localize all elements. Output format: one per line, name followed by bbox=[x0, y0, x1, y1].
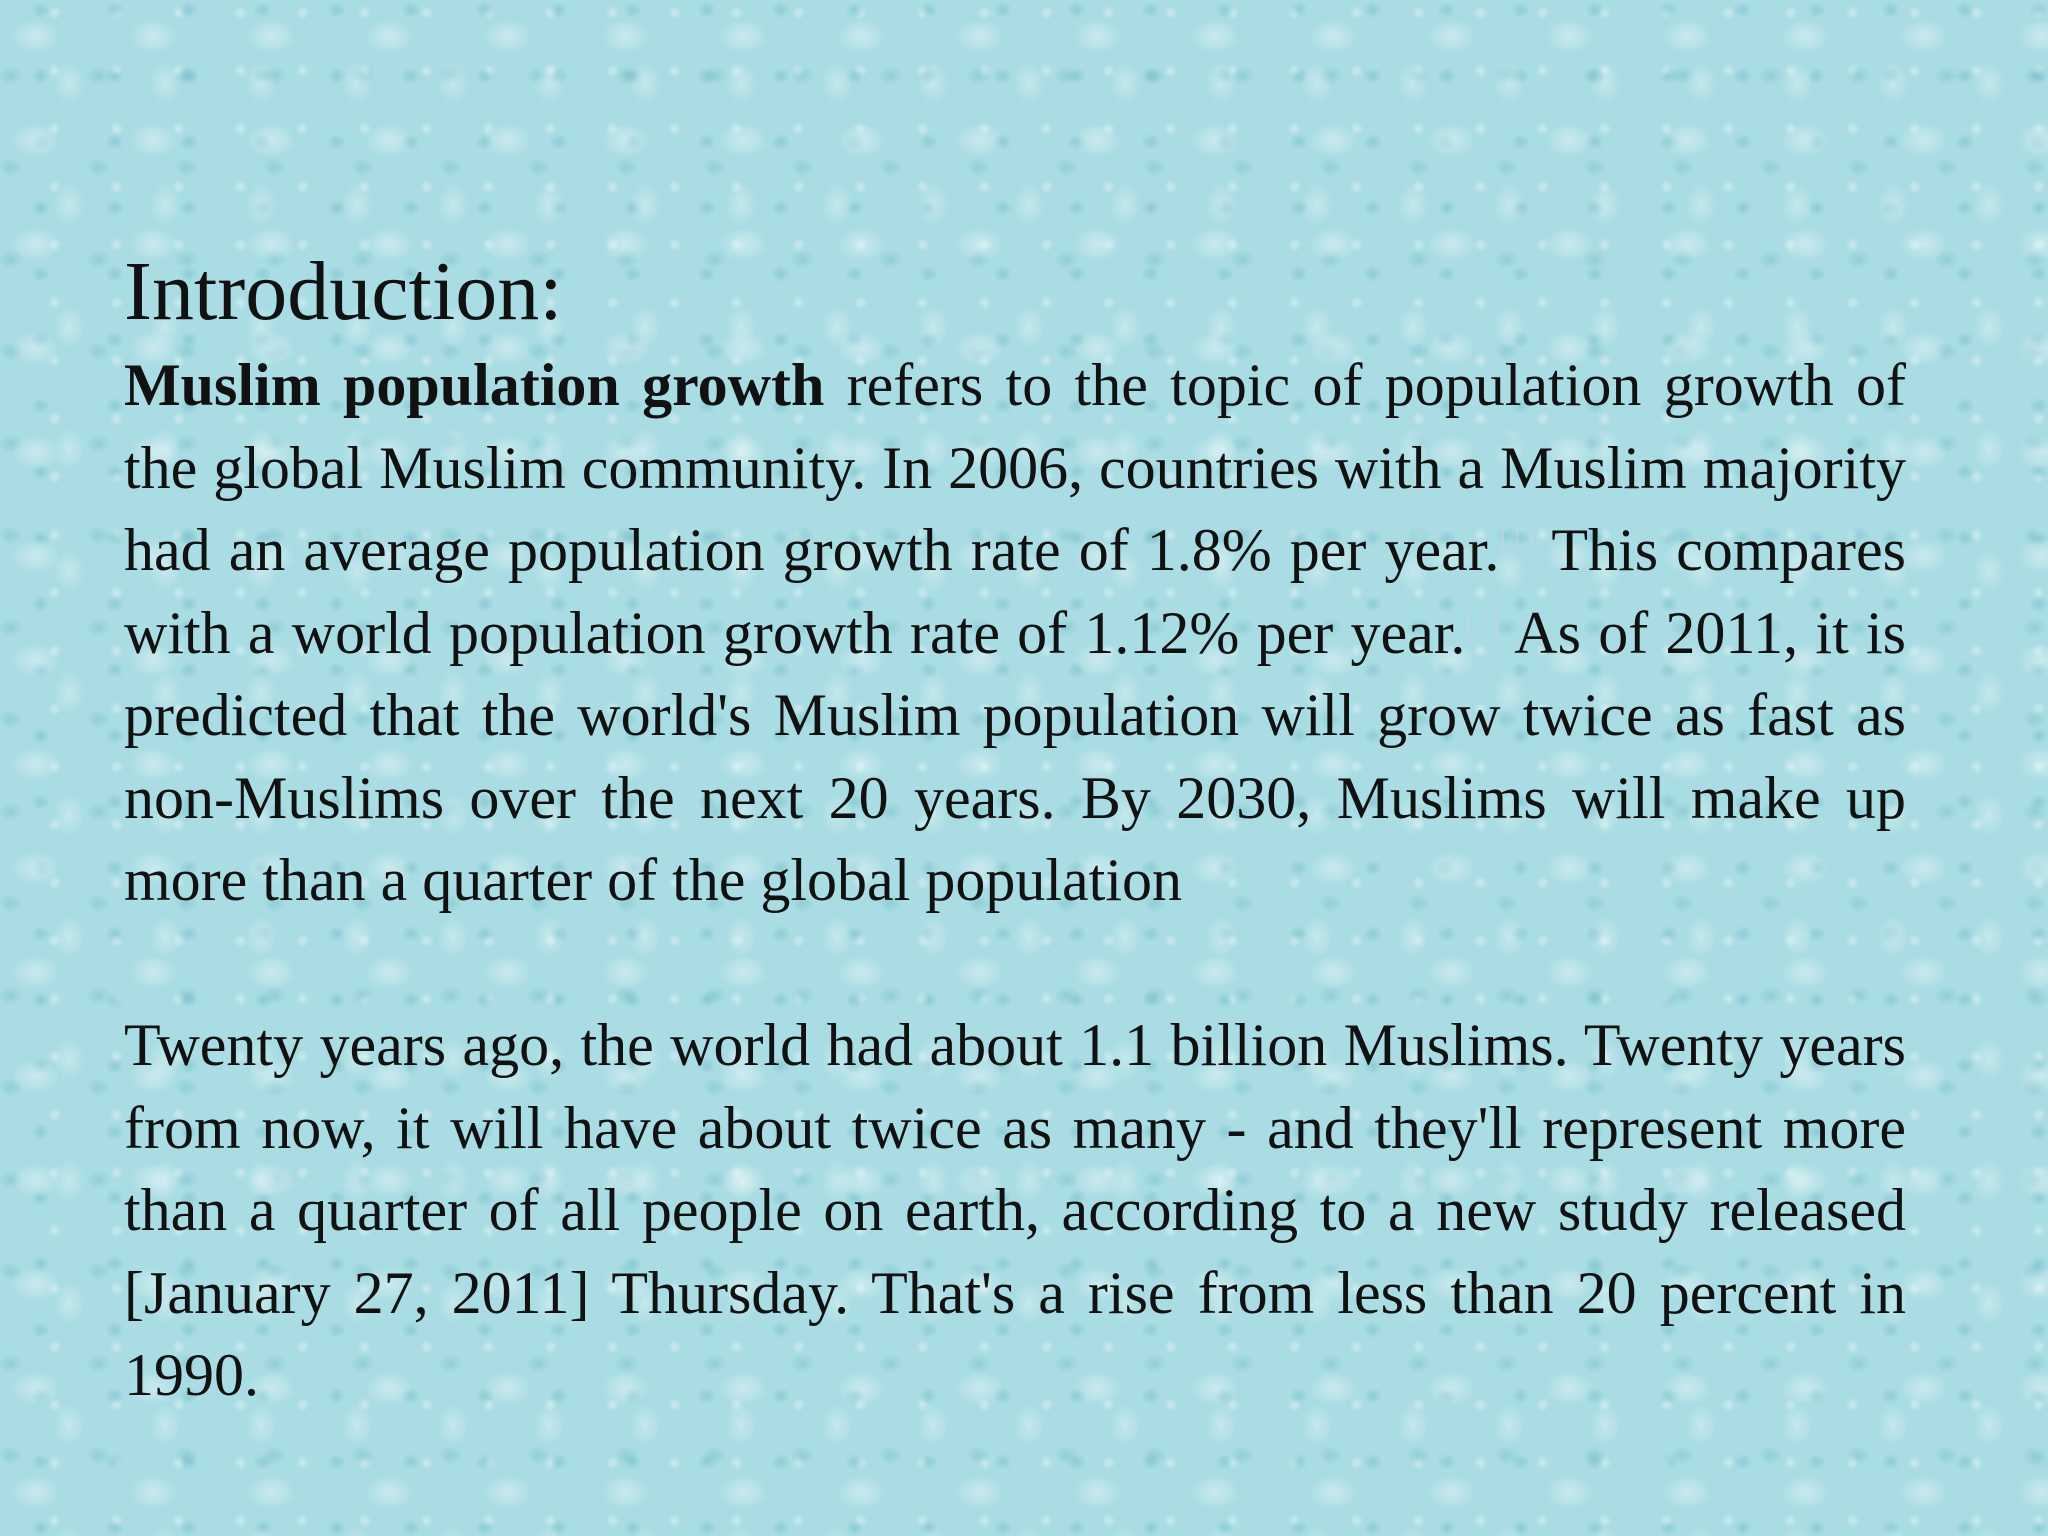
second-paragraph: Twenty years ago, the world had about 1.1 billion Muslims. Twenty years from now, it will have about twice as many - and they'll represent more than a quarter of all people on earth, according to a new study released [January 27, 2011] Thursday. That's a rise from less than 20 percent in 1990. bbox=[124, 1012, 1906, 1408]
slide-content bbox=[124, 240, 1906, 1417]
paragraph-spacer bbox=[124, 922, 1906, 1005]
intro-text-part-b: This compares with a world population growth rate of 1.12% per year. bbox=[124, 517, 1906, 666]
intro-text-part-c: As of 2011, it is predicted that the world's Muslim population will grow twice as fast as non-Muslims over the next 20 years. By 2030, Muslims will make up more than a quarter of the global population bbox=[124, 599, 1907, 913]
reference-marker-1: [1] bbox=[1499, 523, 1535, 556]
intro-paragraph bbox=[124, 344, 1906, 922]
bold-lead-term: Muslim population growth bbox=[124, 352, 825, 418]
intro-text-part-a: refers to the topic of population growth of the global Muslim community. In 2006, countries with a Muslim majority had an average population growth rate of 1.8% per year. bbox=[124, 352, 1906, 583]
slide-heading: Introduction: bbox=[124, 245, 563, 338]
reference-marker-2: [2] bbox=[1465, 605, 1501, 639]
